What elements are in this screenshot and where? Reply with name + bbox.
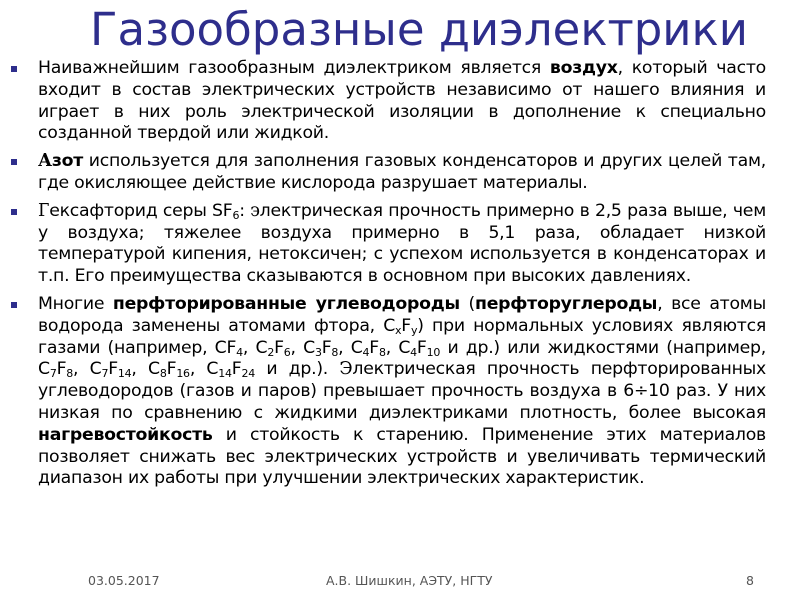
bullet-item-nitrogen: [8, 151, 766, 195]
square-bullet-icon: [11, 159, 17, 165]
slide-title: Газообразные диэлектрики: [90, 3, 748, 56]
term-perfluorocarbons: перфторуглероды: [475, 293, 658, 314]
term-perfluorinated-hydrocarbons: перфторированные углеводороды: [112, 293, 460, 314]
footer-page-number: 8: [746, 573, 754, 588]
bullet-text: Азот используется для заполнения газовых конденсаторов и других целей там, где окисляющее действие кислорода разрушает материалы.: [38, 151, 766, 193]
slide-content: [8, 58, 766, 496]
bullet-text: Многие перфторированные углеводороды (перфторуглероды, все атомы водорода заменены атомами фтора, $C_xF_y$) при нормальных условиях являются газами (например, $CF_4$, $C_2F_6$, $C_3F_8$, $C_4F_8$, $C_4F_{10}$ и др.) или жидкостями (например, $C_7F_8$, $C_7F_{14}$, $C_8F_{16}$, $C_{14}F_{24}$ и др.). Электрическая прочность перфторированных углеводородов (газов и паров) превышает прочность воздуха в 6÷10 раз. У них низкая по сравнению с жидкими диэлектриками плотность, более высокая нагревостойкость и стойкость к старению. Применение этих материалов позволяет снижать вес электрических устройств и увеличивать термический диапазон их работы при улучшении электрических характеристик.: [38, 293, 767, 489]
term-nitrogen: зот: [51, 151, 84, 172]
footer-date: 03.05.2017: [88, 573, 160, 588]
term-heat-resistance: нагревостойкость: [38, 424, 213, 445]
footer-author: А.В. Шишкин, АЭТУ, НГТУ: [326, 573, 493, 588]
square-bullet-icon: [11, 302, 17, 308]
bullet-item-air: [8, 58, 766, 145]
bullet-item-perfluorocarbons: [8, 294, 766, 490]
term-nitrogen-initial: А: [38, 151, 52, 172]
bullet-item-sf6: [8, 201, 766, 288]
term-air: воздух: [549, 58, 618, 78]
square-bullet-icon: [11, 66, 17, 72]
square-bullet-icon: [11, 209, 17, 215]
bullet-text: Гексафторид серы $SF_6$: электрическая прочность примерно в 2,5 раза выше, чем у воздуха; тяжелее воздуха примерно в 5,1 раза, обладает низкой температурой кипения, нетоксичен; с успехом используется в конденсаторах и т.п. Его преимущества сказываются в основном при высоких давлениях.: [38, 200, 766, 287]
bullet-text: Наиважнейшим газообразным диэлектриком является воздух, который часто входит в состав электрических устройств независимо от нашего влияния и играет в них роль электрической изоляции в дополнение к специально созданной твердой или жидкой.: [38, 58, 766, 144]
